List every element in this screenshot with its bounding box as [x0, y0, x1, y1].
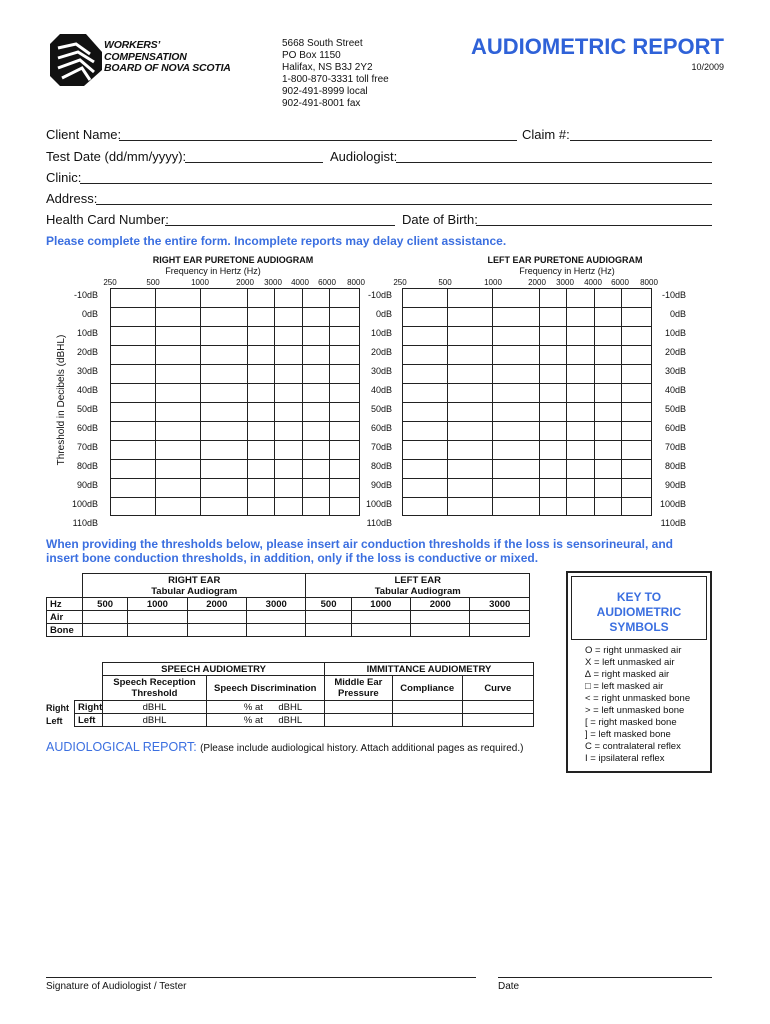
db-label: 30dB — [370, 366, 392, 376]
db-label: 40dB — [76, 385, 98, 395]
hz-label: Hz — [47, 598, 83, 611]
compliance-right-cell[interactable] — [392, 701, 462, 714]
bone-cell[interactable] — [247, 624, 306, 637]
left-freq-tick: 6000 — [611, 278, 629, 287]
dbhl-unit: dBHL — [278, 714, 303, 726]
left-ear-audiogram-grid[interactable] — [402, 288, 652, 516]
signature-field[interactable] — [46, 977, 476, 978]
audiological-report-area[interactable] — [46, 758, 532, 968]
db-label: 70dB — [76, 442, 98, 452]
db-label: 80dB — [664, 461, 686, 471]
right-freq-tick: 2000 — [236, 278, 254, 287]
client-name-label: Client Name: — [46, 127, 122, 142]
air-cell[interactable] — [470, 611, 530, 624]
srt-left-cell[interactable] — [103, 714, 206, 727]
audiologist-field[interactable] — [396, 162, 712, 163]
db-label: 60dB — [76, 423, 98, 433]
db-label: 90dB — [664, 480, 686, 490]
db-label: 100dB — [71, 499, 98, 509]
address-label: Address: — [46, 191, 98, 206]
air-cell[interactable] — [351, 611, 410, 624]
key-item: □ = left masked air — [585, 681, 664, 692]
speech-immittance-table — [74, 662, 534, 727]
bone-row-label: Bone — [47, 624, 83, 637]
curve-header: Curve — [462, 676, 533, 701]
left-freq-tick: 2000 — [528, 278, 546, 287]
right-row-label: Right — [75, 701, 103, 714]
db-label: 100dB — [365, 499, 392, 509]
left-audiogram-title: LEFT EAR PURETONE AUDIOGRAM — [487, 255, 643, 265]
tab-freq: 2000 — [411, 598, 470, 611]
bone-cell[interactable] — [470, 624, 530, 637]
mep-right-cell[interactable] — [324, 701, 392, 714]
left-freq-label: Frequency in Hertz (Hz) — [519, 266, 615, 276]
y-axis-label: Threshold in Decibels (dBHL) — [56, 334, 67, 466]
signature-label: Signature of Audiologist / Tester — [46, 981, 187, 992]
tab-freq: 500 — [83, 598, 128, 611]
discrimination-header: Speech Discrimination — [206, 676, 324, 701]
org-address: 5668 South Street PO Box 1150 Halifax, NS B3J 2Y2 1-800-870-3331 toll free 902-491-8999 local 902-491-8001 fax — [282, 38, 389, 109]
db-label: -10dB — [367, 290, 392, 300]
right-freq-tick: 250 — [103, 278, 117, 287]
bone-cell[interactable] — [351, 624, 410, 637]
tab-freq: 1000 — [351, 598, 410, 611]
db-label: 70dB — [664, 442, 686, 452]
health-card-field[interactable] — [165, 225, 395, 226]
air-cell[interactable] — [128, 611, 187, 624]
key-item: > = left unmasked bone — [585, 705, 685, 716]
key-item: [ = right masked bone — [585, 717, 677, 728]
left-freq-tick: 500 — [438, 278, 452, 287]
right-audiogram-title: RIGHT EAR PURETONE AUDIOGRAM — [152, 255, 314, 265]
speech-left-label: Left — [46, 716, 63, 726]
test-date-label: Test Date (dd/mm/yyyy): — [46, 149, 187, 164]
db-label: 100dB — [659, 499, 686, 509]
bone-cell[interactable] — [411, 624, 470, 637]
air-cell[interactable] — [306, 611, 351, 624]
claim-field[interactable] — [570, 140, 712, 141]
air-cell[interactable] — [187, 611, 246, 624]
clinic-label: Clinic: — [46, 170, 82, 185]
right-freq-tick: 500 — [146, 278, 160, 287]
left-freq-tick: 8000 — [640, 278, 658, 287]
key-item: ] = left masked bone — [585, 729, 671, 740]
db-label: 110dB — [366, 518, 392, 528]
db-label: 0dB — [375, 309, 392, 319]
sd-left-cell[interactable] — [206, 714, 324, 727]
db-label: 50dB — [664, 404, 686, 414]
db-label: 60dB — [370, 423, 392, 433]
db-label: 20dB — [76, 347, 98, 357]
db-label: 10dB — [76, 328, 98, 338]
dbhl-unit: dBHL — [142, 701, 167, 713]
db-label: 10dB — [370, 328, 392, 338]
tab-freq: 3000 — [470, 598, 530, 611]
audiological-report-label: AUDIOLOGICAL REPORT: — [46, 740, 197, 754]
db-label: 60dB — [664, 423, 686, 433]
claim-label: Claim #: — [522, 127, 570, 142]
right-freq-tick: 8000 — [347, 278, 365, 287]
mep-left-cell[interactable] — [324, 714, 392, 727]
db-label: 30dB — [664, 366, 686, 376]
tab-freq: 2000 — [187, 598, 246, 611]
db-label: 40dB — [370, 385, 392, 395]
db-label: 0dB — [81, 309, 98, 319]
audiologist-label: Audiologist: — [330, 149, 398, 164]
client-name-field[interactable] — [119, 140, 517, 141]
audiological-report-heading — [46, 740, 523, 754]
air-cell[interactable] — [411, 611, 470, 624]
tabular-audiogram-table — [46, 573, 530, 637]
dob-label: Date of Birth: — [402, 212, 478, 227]
db-label: 70dB — [370, 442, 392, 452]
right-freq-tick: 6000 — [318, 278, 336, 287]
left-row-label: Left — [75, 714, 103, 727]
right-freq-tick: 3000 — [264, 278, 282, 287]
test-date-field[interactable] — [185, 162, 323, 163]
tab-freq: 3000 — [247, 598, 306, 611]
right-freq-label: Frequency in Hertz (Hz) — [165, 266, 261, 276]
db-label: 0dB — [669, 309, 686, 319]
key-title-box — [571, 576, 707, 640]
db-label: 90dB — [76, 480, 98, 490]
db-label: 90dB — [370, 480, 392, 490]
wcb-logo — [46, 30, 106, 90]
srt-header: Speech Reception Threshold — [103, 676, 206, 701]
left-freq-tick: 1000 — [484, 278, 502, 287]
audiological-report-note: (Please include audiological history. Attach additional pages as required.) — [200, 743, 524, 754]
db-label: -10dB — [661, 290, 686, 300]
compliance-left-cell[interactable] — [392, 714, 462, 727]
db-label: 80dB — [76, 461, 98, 471]
air-cell[interactable] — [83, 611, 128, 624]
right-freq-tick: 1000 — [191, 278, 209, 287]
pct-at-unit: % at — [243, 701, 263, 713]
left-freq-tick: 250 — [393, 278, 407, 287]
air-row-label: Air — [47, 611, 83, 624]
bone-cell[interactable] — [128, 624, 187, 637]
key-item: X = left unmasked air — [585, 657, 675, 668]
address-field[interactable] — [96, 204, 712, 205]
db-label: 50dB — [370, 404, 392, 414]
bone-cell[interactable] — [187, 624, 246, 637]
db-label: 30dB — [76, 366, 98, 376]
sd-right-cell[interactable] — [206, 701, 324, 714]
grid-border — [403, 289, 652, 516]
compliance-header: Compliance — [392, 676, 462, 701]
threshold-instructions: When providing the thresholds below, please insert air conduction thresholds if the loss is sensorineural, and insert bone conduction thresholds, in addition, only if the loss is conductive or mixed. — [46, 537, 673, 565]
key-item: O = right unmasked air — [585, 645, 682, 656]
health-card-label: Health Card Number: — [46, 212, 169, 227]
dbhl-unit: dBHL — [278, 701, 303, 713]
bone-cell[interactable] — [306, 624, 351, 637]
curve-right-cell[interactable] — [462, 701, 533, 714]
db-label: 20dB — [664, 347, 686, 357]
signature-date-label: Date — [498, 981, 520, 992]
bone-cell[interactable] — [83, 624, 128, 637]
key-item: ∆ = right masked air — [585, 669, 670, 680]
incomplete-notice: Please complete the entire form. Incomplete reports may delay client assistance. — [46, 234, 507, 248]
left-freq-tick: 3000 — [556, 278, 574, 287]
tab-right-header: RIGHT EAR Tabular Audiogram — [83, 574, 306, 598]
signature-date-field[interactable] — [498, 977, 712, 978]
immittance-header: IMMITTANCE AUDIOMETRY — [324, 663, 533, 676]
curve-left-cell[interactable] — [462, 714, 533, 727]
key-item: I = ipsilateral reflex — [585, 753, 665, 764]
db-label: 110dB — [72, 518, 98, 528]
air-cell[interactable] — [247, 611, 306, 624]
db-label: 110dB — [660, 518, 686, 528]
db-label: 40dB — [664, 385, 686, 395]
dbhl-unit: dBHL — [142, 714, 167, 726]
revision-date: 10/2009 — [691, 62, 724, 72]
key-item: < = right unmasked bone — [585, 693, 691, 704]
pct-at-unit: % at — [243, 714, 263, 726]
db-label: 20dB — [370, 347, 392, 357]
db-label: 10dB — [664, 328, 686, 338]
audiometric-symbols-key — [566, 571, 712, 773]
speech-right-label: Right — [46, 703, 69, 713]
right-ear-audiogram-grid[interactable] — [110, 288, 360, 516]
org-name: WORKERS’ COMPENSATION BOARD OF NOVA SCOTIA — [104, 39, 231, 74]
db-label: 50dB — [76, 404, 98, 414]
key-item: C = contralateral reflex — [585, 741, 681, 752]
left-freq-tick: 4000 — [584, 278, 602, 287]
grid-border — [111, 289, 360, 516]
key-symbol-list — [585, 645, 690, 765]
db-label: -10dB — [73, 290, 98, 300]
dob-field[interactable] — [476, 225, 712, 226]
right-freq-tick: 4000 — [291, 278, 309, 287]
speech-audiometry-header: SPEECH AUDIOMETRY — [103, 663, 325, 676]
db-label: 80dB — [370, 461, 392, 471]
tab-freq: 500 — [306, 598, 351, 611]
report-title: AUDIOMETRIC REPORT — [471, 34, 724, 59]
tab-left-header: LEFT EAR Tabular Audiogram — [306, 574, 530, 598]
clinic-field[interactable] — [80, 183, 712, 184]
srt-right-cell[interactable] — [103, 701, 206, 714]
key-title: KEY TO AUDIOMETRIC SYMBOLS — [596, 590, 682, 634]
middle-ear-header: Middle Ear Pressure — [324, 676, 392, 701]
tab-freq: 1000 — [128, 598, 187, 611]
